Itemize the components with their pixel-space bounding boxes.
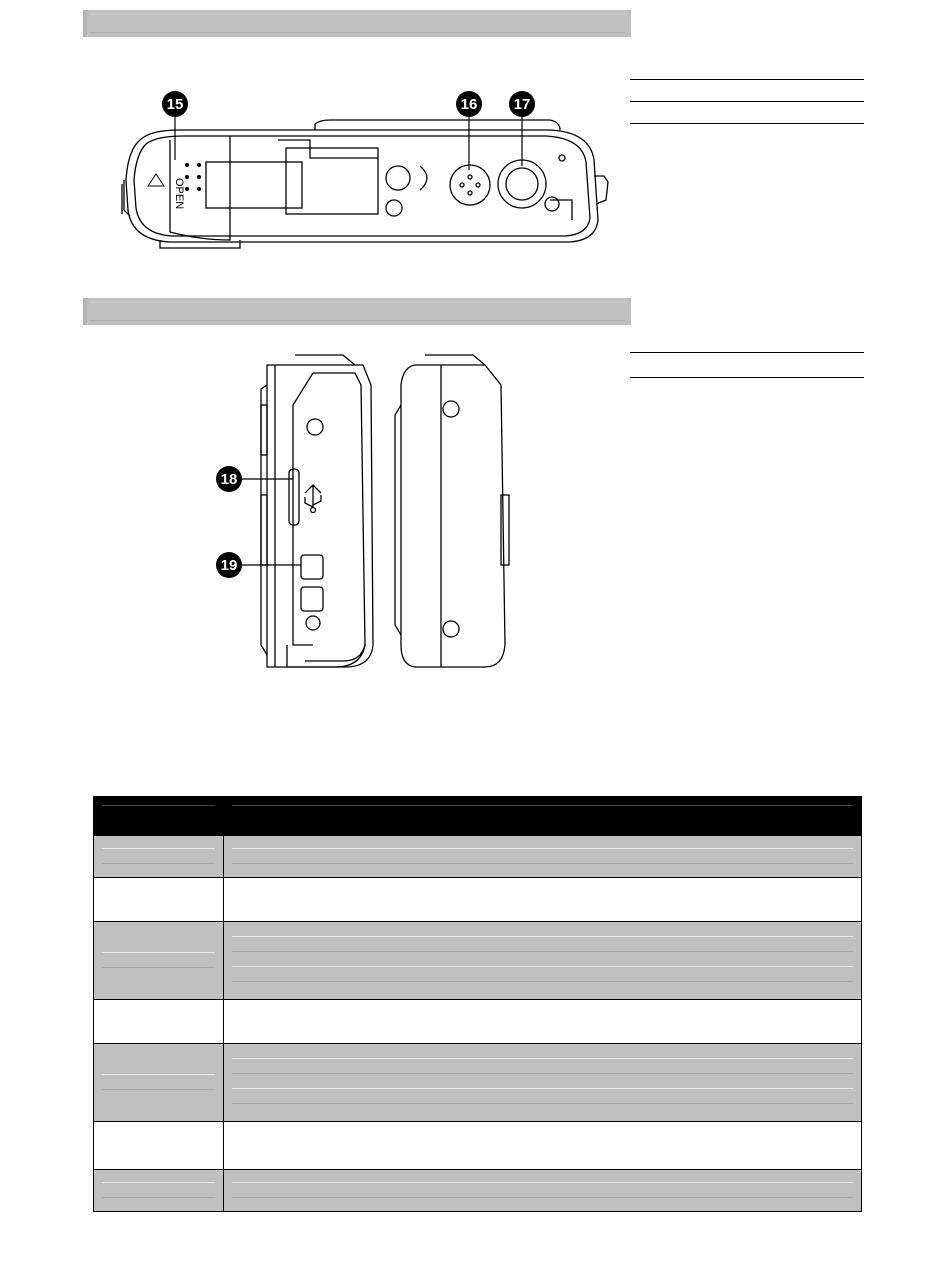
table-cell [224, 1122, 862, 1170]
callout-17 [509, 91, 535, 117]
callout-18 [216, 466, 242, 492]
section-header-bar-side-view [83, 298, 631, 325]
table-header-cell [224, 797, 862, 836]
open-label: OPEN [173, 178, 185, 210]
spec-table [93, 796, 862, 1212]
table-header-cell [94, 797, 224, 836]
callout-18-label: 18 [220, 471, 238, 488]
table-cell [94, 1000, 224, 1044]
legend-rule [630, 79, 864, 80]
table-row [94, 1000, 862, 1044]
table-row [94, 836, 862, 878]
table-header-row [94, 797, 862, 836]
table-cell [94, 922, 224, 1000]
table-cell [94, 1122, 224, 1170]
legend-rule [630, 123, 864, 124]
table-cell [94, 878, 224, 922]
table-row [94, 1170, 862, 1212]
table-row [94, 1044, 862, 1122]
table-cell [224, 922, 862, 1000]
section-header-bar-top-view [83, 10, 631, 37]
legend-rule [630, 377, 864, 378]
callout-16 [456, 91, 482, 117]
table-cell [94, 1170, 224, 1212]
table-cell [224, 1000, 862, 1044]
table-cell [94, 1044, 224, 1122]
table-cell [224, 878, 862, 922]
table-cell [224, 1170, 862, 1212]
table-cell [224, 1044, 862, 1122]
callout-15 [162, 91, 188, 117]
table-cell [224, 836, 862, 878]
callout-19-label: 19 [220, 557, 238, 574]
table-row [94, 922, 862, 1000]
callout-15-label: 15 [166, 96, 184, 113]
legend-rule [630, 352, 864, 353]
callout-17-label: 17 [513, 96, 531, 113]
table-row [94, 878, 862, 922]
callout-19 [216, 552, 242, 578]
camera-top-view-diagram [110, 80, 610, 260]
camera-side-views-diagram [205, 345, 525, 675]
legend-rule [630, 101, 864, 102]
table-row [94, 1122, 862, 1170]
callout-16-label: 16 [460, 96, 478, 113]
table-cell [94, 836, 224, 878]
